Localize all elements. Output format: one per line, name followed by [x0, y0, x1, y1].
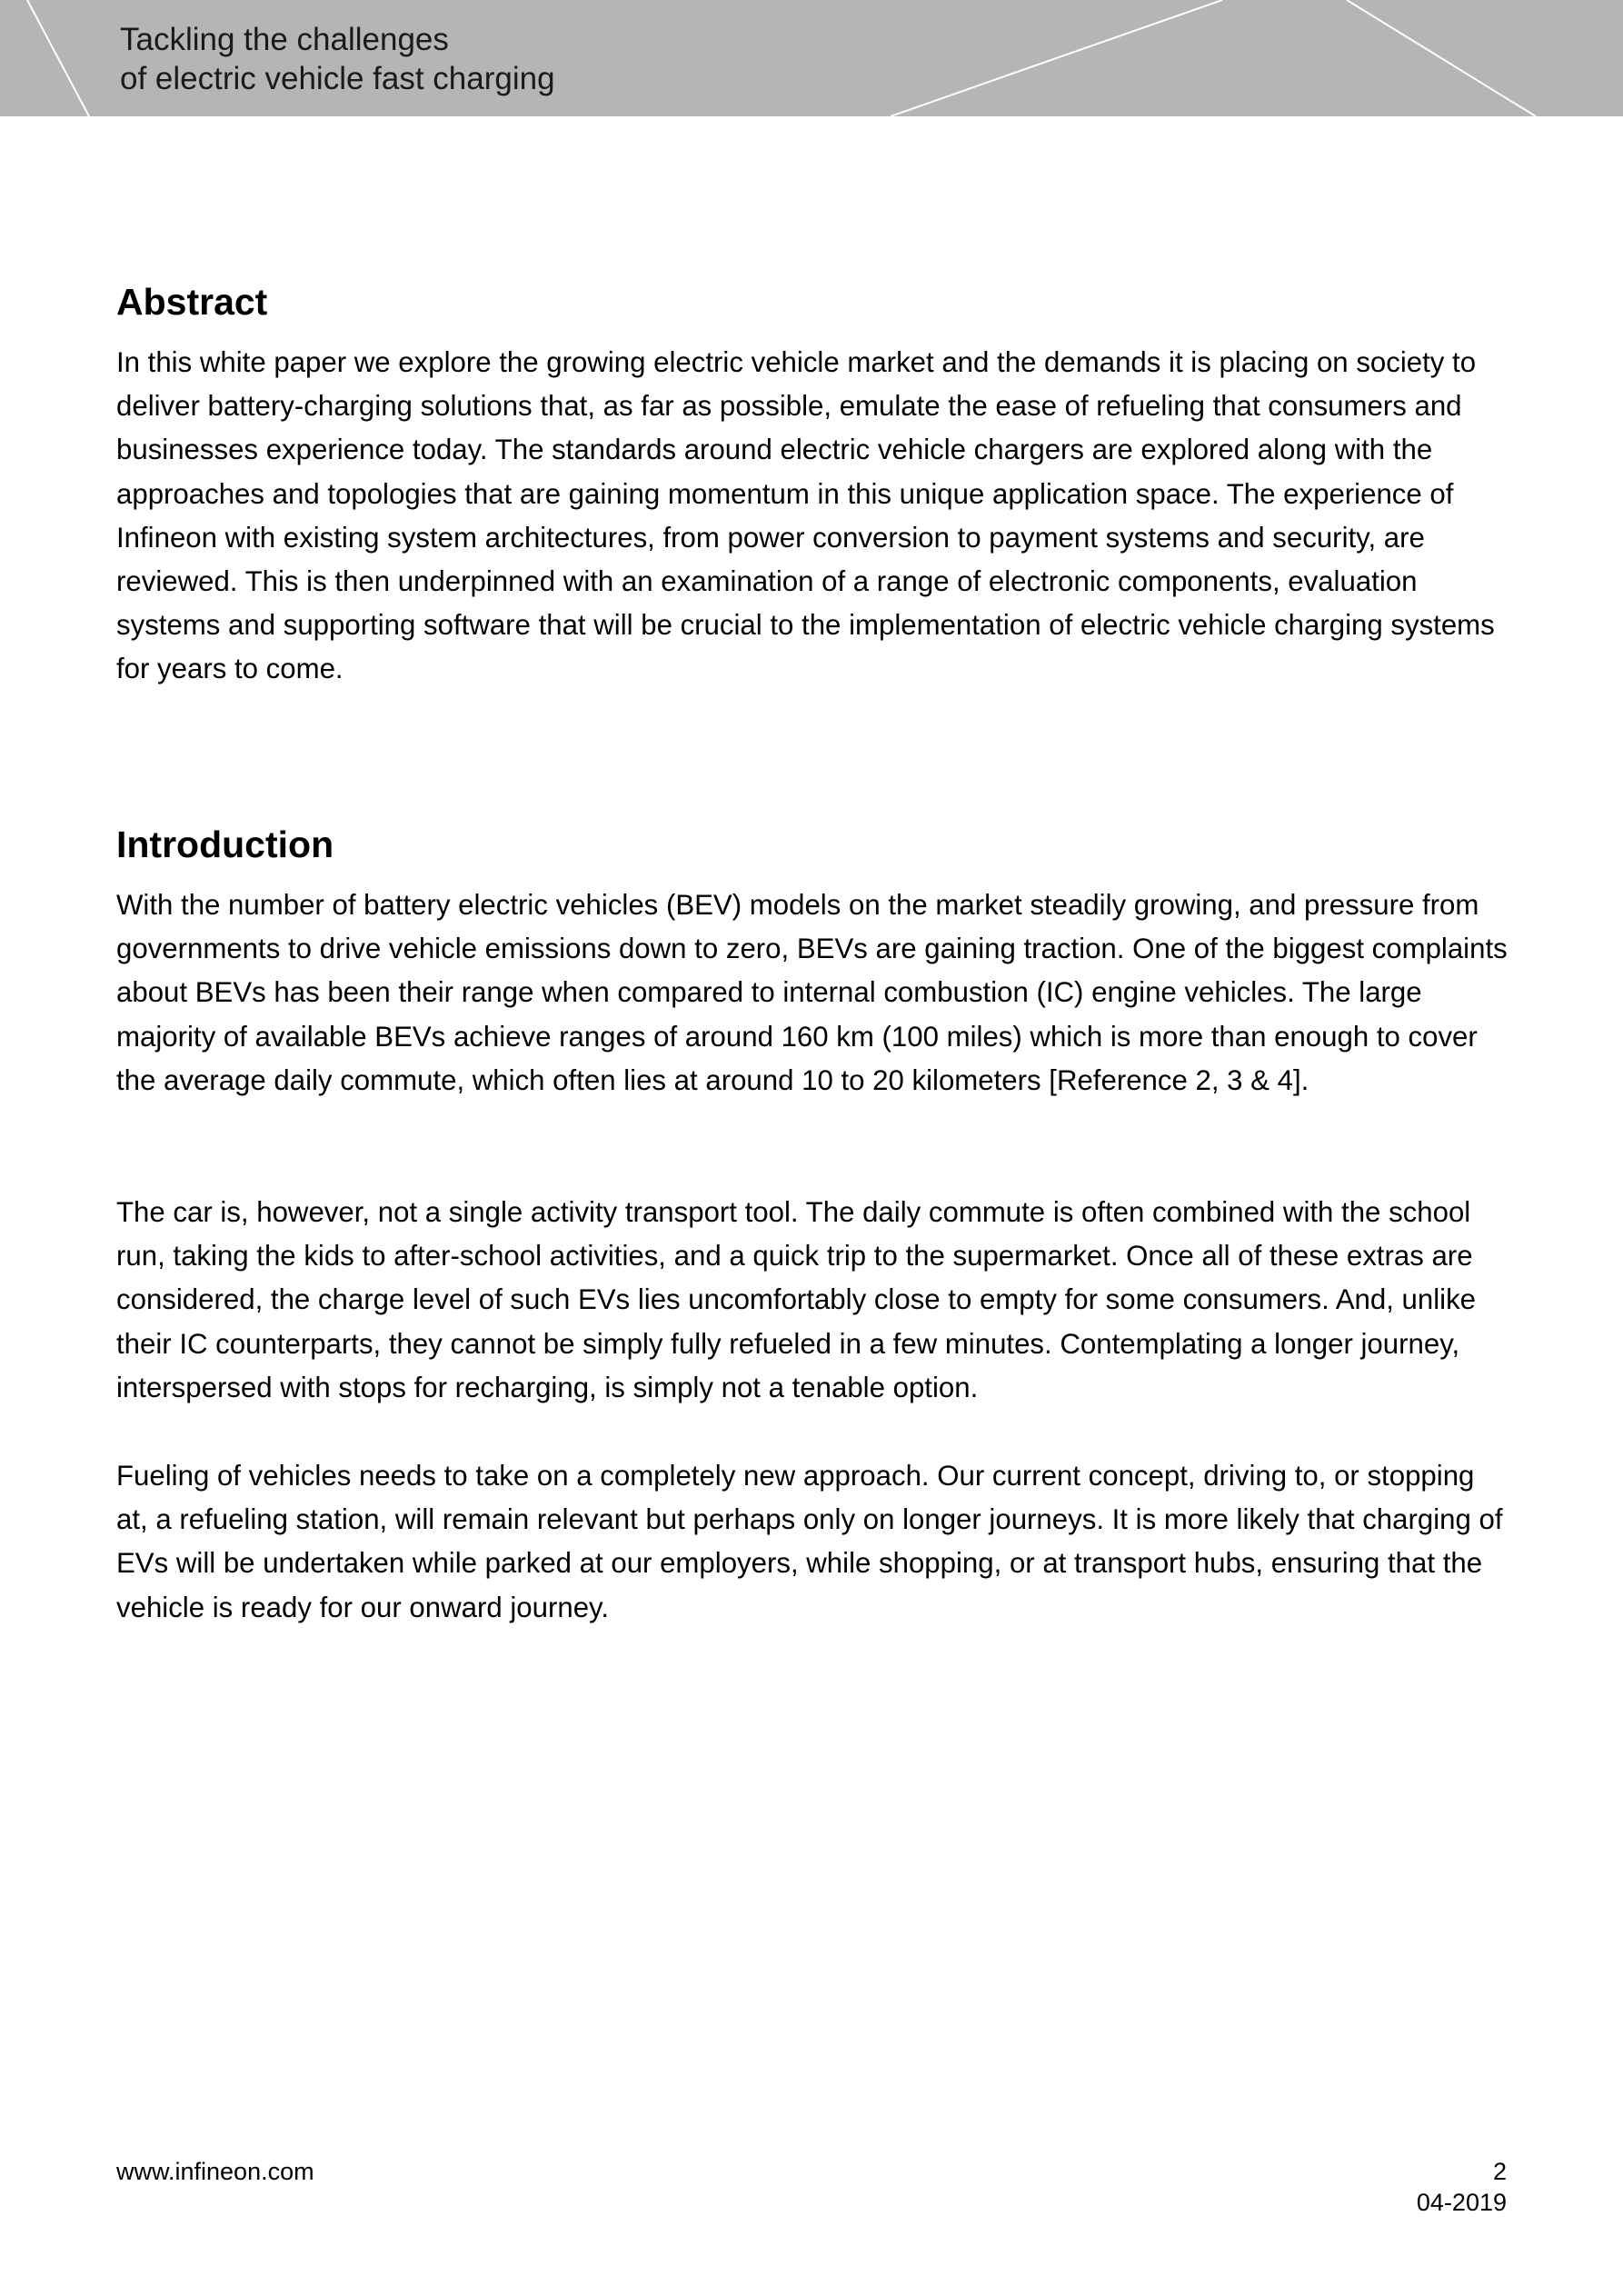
header-band: [0, 0, 1623, 116]
introduction-paragraph-2: The car is, however, not a single activity transport tool. The daily commute is often combined with the school run, taking the kids to after-school activities, and a quick trip to the supermarket. Once all of these extras are considered, the charge level of such EVs lies uncomfortably close to empty for some consumers. And, unlike their IC counterparts, they cannot be simply fully refueled in a few minutes. Contemplating a longer journey, interspersed with stops for recharging, is simply not a tenable option.: [116, 1196, 1477, 1403]
introduction-paragraph-3: Fueling of vehicles needs to take on a completely new approach. Our current concept, driving to, or stopping at, a refueling station, will remain relevant but perhaps only on longer journeys. It is more likely that charging of EVs will be undertaken while parked at our employers, while shopping, or at transport hubs, ensuring that the vehicle is ready for our onward journey.: [116, 1460, 1503, 1623]
document-title-line-2: of electric vehicle fast charging: [120, 61, 555, 96]
introduction-heading: Introduction: [116, 824, 334, 865]
footer-meta: [1417, 2156, 1507, 2218]
page-number: 2: [1492, 2158, 1507, 2185]
document-title: [120, 20, 555, 98]
abstract-heading: Abstract: [116, 281, 268, 323]
footer-website: www.infineon.com: [116, 2158, 314, 2185]
abstract-paragraph: In this white paper we explore the growing electric vehicle market and the demands it is placing on society to deliver battery-charging solutions that, as far as possible, emulate the ease of refueling that consumers and businesses experience today. The standards around electric vehicle chargers are explored along with the approaches and topologies that are gaining momentum in this unique application space. The experience of Infineon with existing system architectures, from power conversion to payment systems and security, are reviewed. This is then underpinned with an examination of a range of electronic components, evaluation systems and supporting software that will be crucial to the implementation of electric vehicle charging systems for years to come.: [116, 346, 1495, 685]
document-date: 04-2019: [1416, 2189, 1507, 2216]
document-title-line-1: Tackling the challenges: [120, 22, 449, 57]
introduction-paragraph-1: With the number of battery electric vehicles (BEV) models on the market steadily growing, and pressure from governments to drive vehicle emissions down to zero, BEVs are gaining traction. One of the biggest complaints about BEVs has been their range when compared to internal combustion (IC) engine vehicles. The large majority of available BEVs achieve ranges of around 160 km (100 miles) which is more than enough to cover the average daily commute, which often lies at around 10 to 20 kilometers [Reference 2, 3 & 4].: [116, 889, 1508, 1096]
